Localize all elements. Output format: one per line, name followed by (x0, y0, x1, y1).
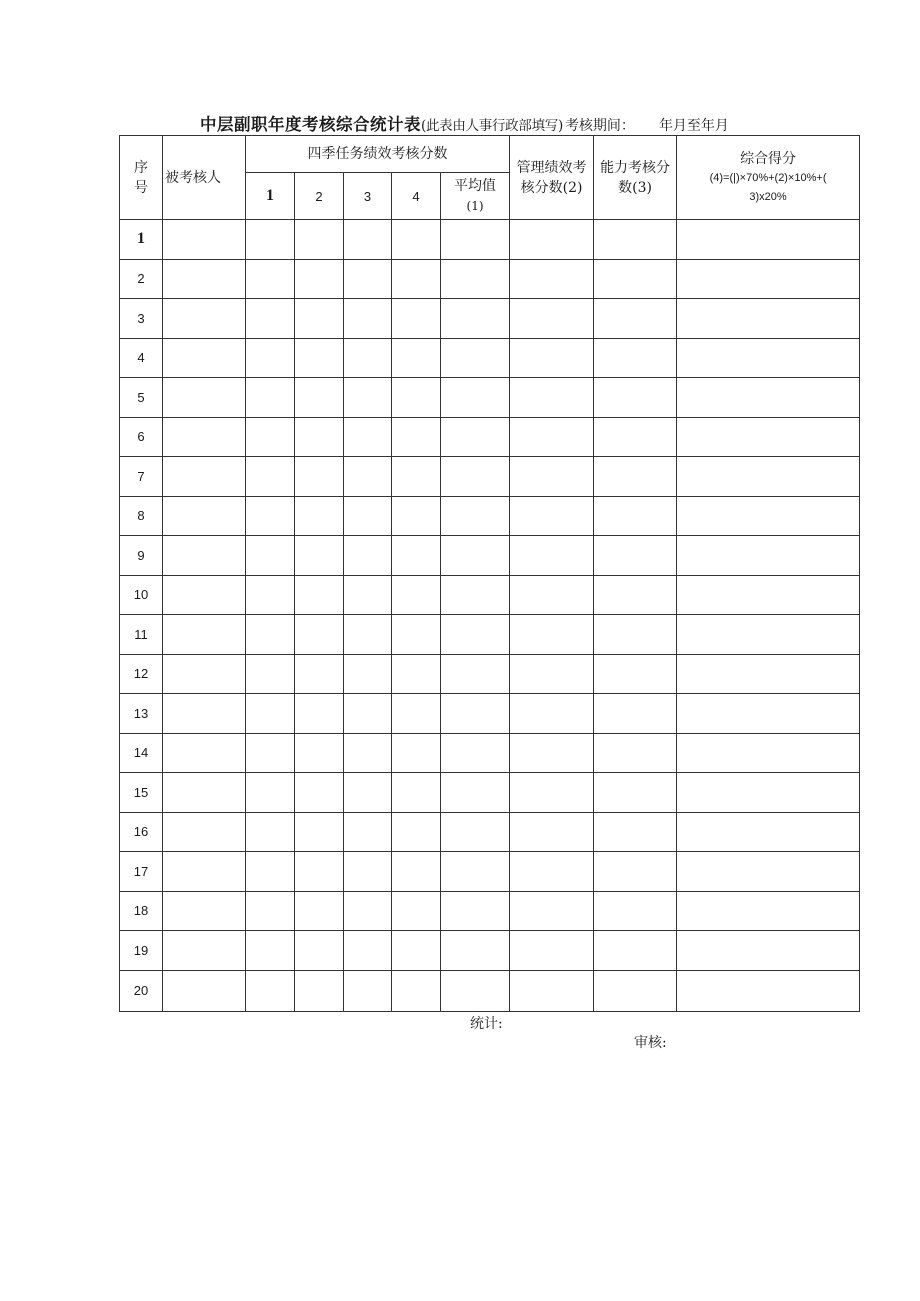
entry-cell[interactable] (344, 812, 392, 852)
entry-cell[interactable] (677, 773, 860, 813)
entry-cell[interactable] (441, 931, 510, 971)
header-q2: 2 (295, 173, 344, 220)
entry-cell[interactable] (344, 457, 392, 497)
entry-cell[interactable] (295, 615, 344, 655)
entry-cell[interactable] (344, 299, 392, 339)
table-row (120, 615, 860, 655)
row-seq-number: 18 (120, 891, 163, 931)
row-seq-number: 11 (120, 615, 163, 655)
entry-cell[interactable] (677, 931, 860, 971)
entry-cell[interactable] (295, 536, 344, 576)
row-seq-number: 15 (120, 773, 163, 813)
row-seq-number: 5 (120, 378, 163, 418)
entry-cell[interactable] (441, 417, 510, 457)
entry-cell[interactable] (344, 694, 392, 734)
entry-cell[interactable] (510, 615, 594, 655)
entry-cell[interactable] (246, 575, 295, 615)
entry-cell[interactable] (246, 299, 295, 339)
entry-cell[interactable] (246, 891, 295, 931)
entry-cell[interactable] (163, 970, 246, 1011)
header-person: 被考核人 (163, 136, 246, 220)
entry-cell[interactable] (441, 575, 510, 615)
entry-cell[interactable] (246, 615, 295, 655)
entry-cell[interactable] (344, 733, 392, 773)
entry-cell[interactable] (344, 575, 392, 615)
row-seq-number: 20 (120, 970, 163, 1011)
entry-cell[interactable] (677, 338, 860, 378)
entry-cell[interactable] (677, 694, 860, 734)
header-q3: 3 (344, 173, 392, 220)
title-main: 中层副职年度考核综合统计表 (200, 115, 421, 134)
entry-cell[interactable] (594, 773, 677, 813)
row-seq-number: 6 (120, 417, 163, 457)
row-seq-number: 1 (120, 220, 163, 260)
entry-cell[interactable] (392, 812, 441, 852)
period-value: 年月至年月 (658, 118, 729, 134)
entry-cell[interactable] (677, 220, 860, 260)
entry-cell[interactable] (392, 299, 441, 339)
table-row (120, 417, 860, 457)
entry-cell[interactable] (510, 259, 594, 299)
entry-cell[interactable] (510, 417, 594, 457)
entry-cell[interactable] (392, 338, 441, 378)
entry-cell[interactable] (163, 496, 246, 536)
entry-cell[interactable] (441, 220, 510, 260)
entry-cell[interactable] (163, 773, 246, 813)
entry-cell[interactable] (246, 338, 295, 378)
entry-cell[interactable] (163, 575, 246, 615)
entry-cell[interactable] (594, 338, 677, 378)
entry-cell[interactable] (344, 259, 392, 299)
entry-cell[interactable] (594, 378, 677, 418)
entry-cell[interactable] (344, 931, 392, 971)
entry-cell[interactable] (344, 417, 392, 457)
table-row (120, 457, 860, 497)
entry-cell[interactable] (246, 970, 295, 1011)
table-row (120, 220, 860, 260)
entry-cell[interactable] (295, 378, 344, 418)
entry-cell[interactable] (441, 338, 510, 378)
entry-cell[interactable] (246, 852, 295, 892)
entry-cell[interactable] (163, 417, 246, 457)
entry-cell[interactable] (510, 378, 594, 418)
entry-cell[interactable] (246, 812, 295, 852)
entry-cell[interactable] (392, 694, 441, 734)
table-row (120, 338, 860, 378)
entry-cell[interactable] (441, 773, 510, 813)
entry-cell[interactable] (163, 654, 246, 694)
entry-cell[interactable] (510, 496, 594, 536)
entry-cell[interactable] (594, 615, 677, 655)
entry-cell[interactable] (295, 220, 344, 260)
row-seq-number: 14 (120, 733, 163, 773)
entry-cell[interactable] (295, 654, 344, 694)
entry-cell[interactable] (392, 931, 441, 971)
entry-cell[interactable] (594, 733, 677, 773)
evaluation-table (119, 135, 860, 1012)
entry-cell[interactable] (510, 299, 594, 339)
entry-cell[interactable] (246, 378, 295, 418)
table-row (120, 575, 860, 615)
entry-cell[interactable] (295, 931, 344, 971)
entry-cell[interactable] (510, 536, 594, 576)
entry-cell[interactable] (246, 536, 295, 576)
table-row (120, 299, 860, 339)
entry-cell[interactable] (163, 891, 246, 931)
entry-cell[interactable] (677, 575, 860, 615)
row-seq-number: 16 (120, 812, 163, 852)
entry-cell[interactable] (295, 457, 344, 497)
entry-cell[interactable] (344, 615, 392, 655)
entry-cell[interactable] (510, 970, 594, 1011)
title-note: (此表由人事行政部填写) (421, 118, 563, 134)
row-seq-number: 8 (120, 496, 163, 536)
table-row (120, 733, 860, 773)
entry-cell[interactable] (246, 694, 295, 734)
header-q4: 4 (392, 173, 441, 220)
entry-cell[interactable] (392, 891, 441, 931)
entry-cell[interactable] (510, 654, 594, 694)
table-row (120, 812, 860, 852)
header-ability-score: 能力考核分 数(3) (594, 136, 677, 220)
row-seq-number: 13 (120, 694, 163, 734)
header-total-score: 综合得分 (4)=(|)×70%+(2)×10%+( 3)x20% (677, 136, 860, 220)
entry-cell[interactable] (344, 891, 392, 931)
entry-cell[interactable] (163, 931, 246, 971)
entry-cell[interactable] (594, 575, 677, 615)
row-seq-number: 7 (120, 457, 163, 497)
header-average: 平均值 (1) (441, 173, 510, 220)
entry-cell[interactable] (677, 970, 860, 1011)
entry-cell[interactable] (594, 299, 677, 339)
entry-cell[interactable] (344, 536, 392, 576)
row-seq-number: 12 (120, 654, 163, 694)
entry-cell[interactable] (163, 615, 246, 655)
entry-cell[interactable] (246, 457, 295, 497)
entry-cell[interactable] (344, 773, 392, 813)
entry-cell[interactable] (246, 220, 295, 260)
entry-cell[interactable] (295, 891, 344, 931)
entry-cell[interactable] (295, 694, 344, 734)
entry-cell[interactable] (392, 259, 441, 299)
row-seq-number: 10 (120, 575, 163, 615)
entry-cell[interactable] (295, 299, 344, 339)
footer-review: 审核: (634, 1035, 667, 1051)
entry-cell[interactable] (677, 852, 860, 892)
entry-cell[interactable] (392, 852, 441, 892)
entry-cell[interactable] (441, 654, 510, 694)
entry-cell[interactable] (441, 694, 510, 734)
entry-cell[interactable] (344, 338, 392, 378)
entry-cell[interactable] (594, 496, 677, 536)
entry-cell[interactable] (441, 812, 510, 852)
entry-cell[interactable] (163, 338, 246, 378)
entry-cell[interactable] (677, 457, 860, 497)
entry-cell[interactable] (163, 812, 246, 852)
entry-cell[interactable] (246, 654, 295, 694)
entry-cell[interactable] (510, 773, 594, 813)
entry-cell[interactable] (246, 773, 295, 813)
entry-cell[interactable] (441, 615, 510, 655)
entry-cell[interactable] (344, 970, 392, 1011)
entry-cell[interactable] (441, 457, 510, 497)
entry-cell[interactable] (295, 338, 344, 378)
entry-cell[interactable] (246, 259, 295, 299)
entry-cell[interactable] (344, 496, 392, 536)
entry-cell[interactable] (392, 654, 441, 694)
entry-cell[interactable] (594, 220, 677, 260)
entry-cell[interactable] (677, 378, 860, 418)
entry-cell[interactable] (344, 654, 392, 694)
entry-cell[interactable] (441, 536, 510, 576)
row-seq-number: 17 (120, 852, 163, 892)
table-row (120, 496, 860, 536)
entry-cell[interactable] (594, 457, 677, 497)
entry-cell[interactable] (594, 259, 677, 299)
entry-cell[interactable] (295, 575, 344, 615)
entry-cell[interactable] (344, 852, 392, 892)
entry-cell[interactable] (510, 891, 594, 931)
header-mgmt-score: 管理绩效考 核分数(2) (510, 136, 594, 220)
table-row (120, 773, 860, 813)
entry-cell[interactable] (594, 654, 677, 694)
table-row (120, 259, 860, 299)
table-row (120, 654, 860, 694)
entry-cell[interactable] (677, 417, 860, 457)
entry-cell[interactable] (392, 457, 441, 497)
entry-cell[interactable] (163, 457, 246, 497)
entry-cell[interactable] (441, 970, 510, 1011)
entry-cell[interactable] (594, 536, 677, 576)
row-seq-number: 3 (120, 299, 163, 339)
entry-cell[interactable] (163, 299, 246, 339)
entry-cell[interactable] (246, 417, 295, 457)
entry-cell[interactable] (441, 378, 510, 418)
entry-cell[interactable] (295, 496, 344, 536)
entry-cell[interactable] (295, 773, 344, 813)
entry-cell[interactable] (344, 220, 392, 260)
entry-cell[interactable] (295, 417, 344, 457)
table-row (120, 970, 860, 1011)
header-q1: 1 (246, 173, 295, 220)
header-quarter-group: 四季任务绩效考核分数 (246, 136, 510, 173)
row-seq-number: 2 (120, 259, 163, 299)
row-seq-number: 4 (120, 338, 163, 378)
entry-cell[interactable] (246, 931, 295, 971)
entry-cell[interactable] (392, 496, 441, 536)
entry-cell[interactable] (441, 299, 510, 339)
entry-cell[interactable] (677, 615, 860, 655)
entry-cell[interactable] (295, 733, 344, 773)
entry-cell[interactable] (392, 615, 441, 655)
entry-cell[interactable] (677, 536, 860, 576)
entry-cell[interactable] (441, 496, 510, 536)
entry-cell[interactable] (594, 852, 677, 892)
entry-cell[interactable] (441, 852, 510, 892)
entry-cell[interactable] (677, 496, 860, 536)
entry-cell[interactable] (392, 378, 441, 418)
entry-cell[interactable] (510, 694, 594, 734)
entry-cell[interactable] (510, 931, 594, 971)
entry-cell[interactable] (392, 575, 441, 615)
table-row (120, 931, 860, 971)
entry-cell[interactable] (594, 694, 677, 734)
entry-cell[interactable] (510, 812, 594, 852)
entry-cell[interactable] (510, 457, 594, 497)
entry-cell[interactable] (677, 654, 860, 694)
entry-cell[interactable] (392, 773, 441, 813)
entry-cell[interactable] (246, 733, 295, 773)
period-label: 考核期间： (564, 118, 635, 134)
entry-cell[interactable] (594, 812, 677, 852)
form-title (200, 114, 840, 136)
entry-cell[interactable] (594, 931, 677, 971)
entry-cell[interactable] (392, 220, 441, 260)
entry-cell[interactable] (295, 812, 344, 852)
entry-cell[interactable] (677, 733, 860, 773)
entry-cell[interactable] (594, 417, 677, 457)
entry-cell[interactable] (163, 536, 246, 576)
row-seq-number: 19 (120, 931, 163, 971)
row-seq-number: 9 (120, 536, 163, 576)
entry-cell[interactable] (163, 259, 246, 299)
footer-stats: 统计: (470, 1016, 503, 1032)
entry-cell[interactable] (295, 259, 344, 299)
entry-cell[interactable] (441, 891, 510, 931)
entry-cell[interactable] (163, 852, 246, 892)
table-row (120, 852, 860, 892)
entry-cell[interactable] (677, 812, 860, 852)
entry-cell[interactable] (594, 970, 677, 1011)
entry-cell[interactable] (246, 496, 295, 536)
entry-cell[interactable] (163, 694, 246, 734)
entry-cell[interactable] (392, 970, 441, 1011)
entry-cell[interactable] (677, 299, 860, 339)
entry-cell[interactable] (344, 378, 392, 418)
entry-cell[interactable] (677, 891, 860, 931)
entry-cell[interactable] (392, 733, 441, 773)
entry-cell[interactable] (392, 417, 441, 457)
table-row (120, 378, 860, 418)
entry-cell[interactable] (510, 338, 594, 378)
entry-cell[interactable] (392, 536, 441, 576)
entry-cell[interactable] (510, 733, 594, 773)
table-row (120, 891, 860, 931)
entry-cell[interactable] (163, 378, 246, 418)
entry-cell[interactable] (594, 891, 677, 931)
entry-cell[interactable] (510, 220, 594, 260)
entry-cell[interactable] (163, 220, 246, 260)
entry-cell[interactable] (677, 259, 860, 299)
entry-cell[interactable] (510, 575, 594, 615)
entry-cell[interactable] (163, 733, 246, 773)
entry-cell[interactable] (510, 852, 594, 892)
entry-cell[interactable] (441, 259, 510, 299)
entry-cell[interactable] (295, 852, 344, 892)
entry-cell[interactable] (295, 970, 344, 1011)
table-row (120, 694, 860, 734)
table-row (120, 536, 860, 576)
header-seq: 序 号 (120, 136, 163, 220)
entry-cell[interactable] (441, 733, 510, 773)
